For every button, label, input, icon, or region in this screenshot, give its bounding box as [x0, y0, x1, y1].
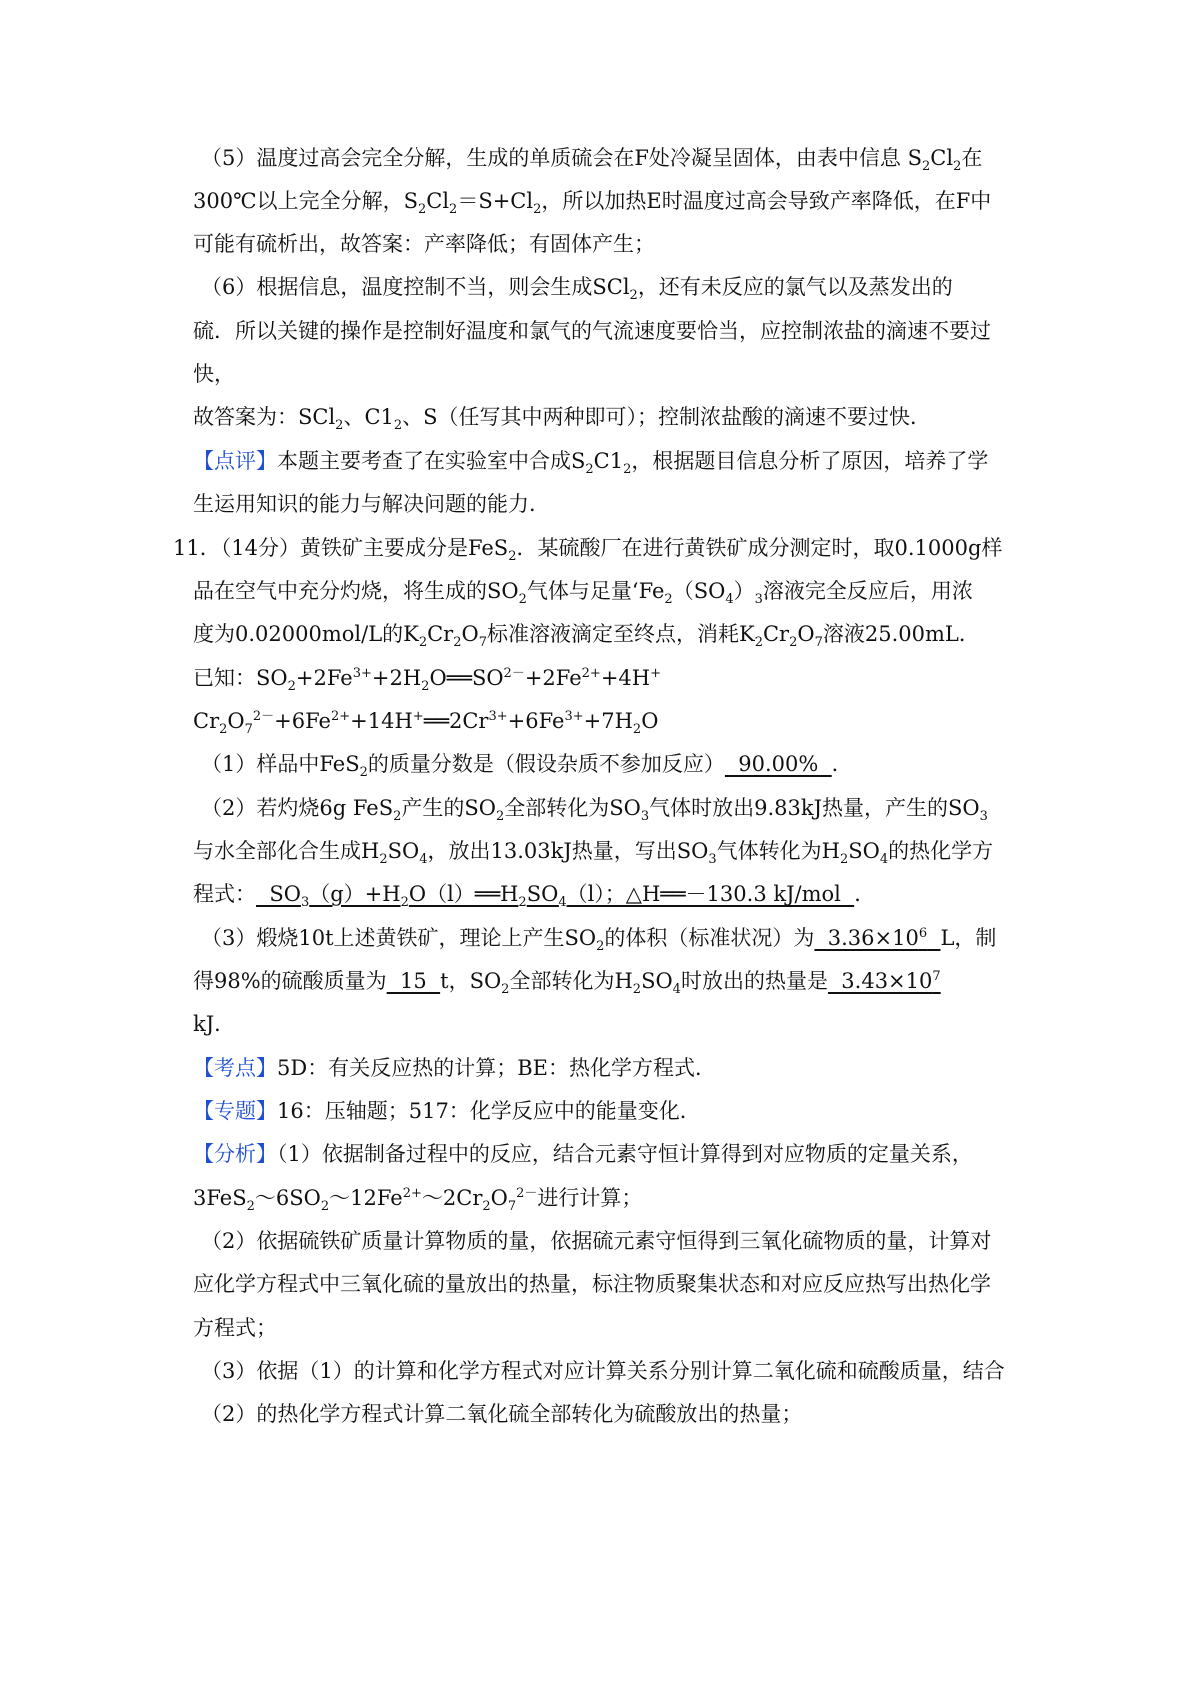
part-3-line-3: kJ．: [193, 1012, 236, 1036]
part-3-line-1: （3）煅烧10t上述黄铁矿，理论上产生$SO_2$的体积（标准状况）为 $3.36\times 10^6$ L，制: [201, 926, 997, 955]
question-11-line-3: 度为0.02000mol/L的$K_2Cr_2O_7$标准溶液滴定至终点，消耗$K_2Cr_2O_7$溶液25.00mL．: [193, 622, 980, 651]
analysis-line-1: 【分析】（1）依据制备过程中的反应，结合元素守恒计算得到对应物质的定量关系，: [193, 1142, 973, 1166]
analysis-line-5: 方程式；: [193, 1316, 277, 1340]
analysis-line-3: （2）依据硫铁矿质量计算物质的量，依据硫元素守恒得到三氧化硫物质的量，计算对: [201, 1229, 992, 1253]
text-line-5: 硫．所以关键的操作是控制好温度和氯气的气流速度要恰当，应控制浓盐的滴速不要过: [193, 319, 991, 343]
analysis-line-6: （3）依据（1）的计算和化学方程式对应计算关系分别计算二氧化硫和硫酸质量，结合: [201, 1359, 1005, 1383]
analysis-line-4: 应化学方程式中三氧化硫的量放出的热量，标注物质聚集状态和对应反应热写出热化学: [193, 1272, 991, 1296]
text-line-2: 300℃以上完全分解，$S_2Cl_2=S+Cl_2$，所以加热E时温度过高会导致产率降低，在F中: [193, 189, 992, 218]
topic-line: 【专题】16：压轴题；517：化学反应中的能量变化．: [193, 1099, 701, 1123]
text-line-4: （6）根据信息，温度控制不当，则会生成SCl$_2$，还有未反应的氯气以及蒸发出的: [201, 275, 953, 304]
question-11-line-1: 11．（14分）黄铁矿主要成分是FeS$_2$．某硫酸厂在进行黄铁矿成分测定时，取0.1000g样: [173, 536, 1003, 565]
part-2-line-1: （2）若灼烧6g FeS$_2$产生的$SO_2$全部转化为$SO_3$气体时放出9.83kJ热量，产生的$SO_3$: [201, 796, 988, 825]
part-2-line-3: 程式： $SO_3(g)+H_2O(l)══H_2SO_4(l)$；△H══－130.3 kJ/mol ．: [193, 882, 876, 911]
text-line-6: 快，: [193, 362, 235, 386]
test-point-line: 【考点】5D：有关反应热的计算；BE：热化学方程式．: [193, 1056, 716, 1080]
part-3-line-2: 得98%的硫酸质量为 15 t，$SO_2$全部转化为$H_2SO_4$时放出的热量是 $3.43\times 10^7$: [193, 969, 941, 998]
text-line-3: 可能有硫析出，故答案：产率降低；有固体产生；: [193, 232, 655, 256]
part-1-line: （1）样品中FeS$_2$的质量分数是（假设杂质不参加反应） 90.00% ．: [201, 752, 853, 781]
known-equation-2: $Cr_2O_7^{2-}+6Fe^{2+}+14H^+══2Cr^{3+}+6Fe^{3+}+7H_2O$: [193, 709, 659, 738]
analysis-line-2: $3FeS_2\sim 6SO_2\sim 12Fe^{2+}\sim 2Cr_2O_7^{2-}$进行计算；: [193, 1186, 643, 1215]
review-line-2: 生运用知识的能力与解决问题的能力．: [193, 492, 550, 516]
text-line-7: 故答案为：SCl$_2$、$C1_2$、S（任写其中两种即可）；控制浓盐酸的滴速不要过快．: [193, 405, 932, 434]
part-2-line-2: 与水全部化合生成$H_2SO_4$，放出13.03kJ热量，写出$SO_3$气体转化为$H_2SO_4$的热化学方: [193, 839, 994, 868]
analysis-line-7: （2）的热化学方程式计算二氧化硫全部转化为硫酸放出的热量；: [201, 1402, 803, 1426]
text-line-1: （5）温度过高会完全分解，生成的单质硫会在F处冷凝呈固体，由表中信息 $S_2Cl_2$在: [201, 146, 983, 175]
question-11-line-2: 品在空气中充分灼烧，将生成的$SO_2$气体与足量‘$Fe_2(SO_4)_3$溶液完全反应后，用浓: [193, 579, 973, 608]
review-line-1: 【点评】本题主要考查了在实验室中合成$S_2C1_2$，根据题目信息分析了原因，培养了学: [193, 449, 989, 478]
known-equation-1: 已知：$SO_2+2Fe^{3+}+2H_2O══SO^{2-}+2Fe^{2+}+4H^+$: [193, 666, 661, 695]
